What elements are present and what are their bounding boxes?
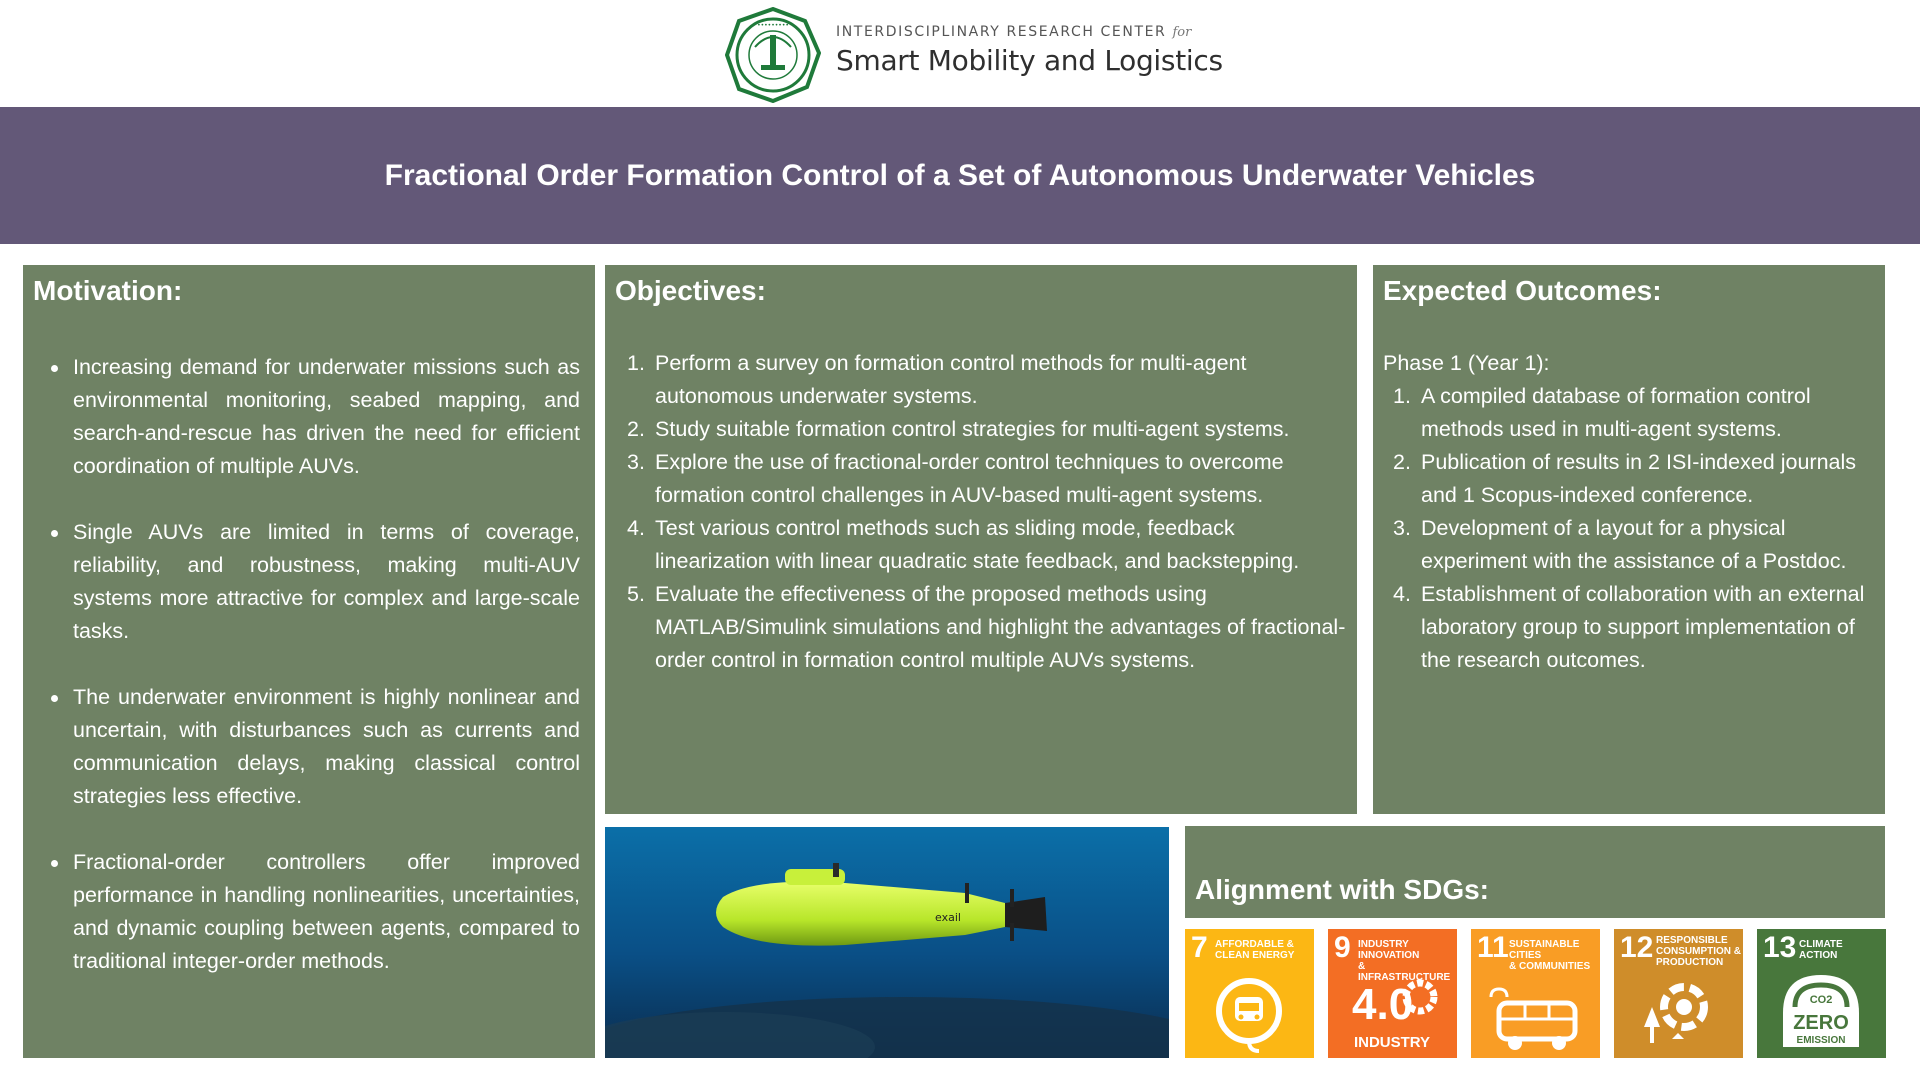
sdg-panel	[1185, 826, 1885, 918]
plug-energy-icon	[1199, 967, 1299, 1055]
motivation-item: Single AUVs are limited in terms of coverage, reliability, and robustness, making multi-AUV systems more attractive for complex and large-scale tasks.	[45, 516, 580, 648]
motivation-heading: Motivation:	[33, 275, 183, 306]
sdg-number: 13	[1763, 931, 1797, 964]
sdg-label: SUSTAINABLE CITIES & COMMUNITIES	[1509, 939, 1591, 972]
sdg-label: AFFORDABLE & CLEAN ENERGY	[1215, 939, 1295, 961]
recycle-production-icon	[1628, 967, 1728, 1055]
motivation-panel	[23, 265, 595, 1058]
co2-text: CO2	[1809, 994, 1833, 1006]
objectives-heading: Objectives:	[615, 275, 766, 306]
sdg-13-tile	[1757, 929, 1886, 1058]
outcomes-panel	[1373, 265, 1885, 814]
sdg-9-tile	[1328, 929, 1457, 1058]
industry-4-0-icon	[1342, 967, 1442, 1055]
sdg-number: 7	[1191, 931, 1208, 964]
sdg-label: RESPONSIBLE CONSUMPTION & PRODUCTION	[1656, 935, 1741, 968]
svg-text:•••••••••: •••••••••	[757, 22, 789, 29]
outcome-item: 4. Establishment of collaboration with an external laboratory group to support implementation of the research outcomes.	[1393, 582, 1865, 672]
title-banner	[0, 107, 1920, 244]
sdg-11-tile	[1471, 929, 1600, 1058]
outcomes-heading: Expected Outcomes:	[1383, 275, 1662, 306]
sdg-label: CLIMATE ACTION	[1799, 939, 1843, 961]
objectives-list	[627, 347, 1347, 677]
phase-label: Phase 1 (Year 1):	[1383, 351, 1550, 375]
sdg-heading: Alignment with SDGs:	[1195, 874, 1489, 905]
motivation-item: Fractional-order controllers offer improved performance in handling nonlinearities, uncertainties, and dynamic coupling between agents, compared to traditional integer-order methods.	[45, 846, 580, 978]
objective-item: 3. Explore the use of fractional-order control techniques to overcome formation control challenges in AUV-based multi-agent systems.	[627, 450, 1284, 507]
university-seal-icon	[725, 7, 821, 103]
outcome-item: 2. Publication of results in 2 ISI-indexed journals and 1 Scopus-indexed conference.	[1393, 450, 1857, 507]
page-title: Fractional Order Formation Control of a Set of Autonomous Underwater Vehicles	[384, 158, 1536, 192]
sdg-number: 11	[1477, 931, 1509, 964]
sdg-12-tile	[1614, 929, 1743, 1058]
objective-item: 4. Test various control methods such as sliding mode, feedback linearization with linear quadratic state feedback, and backstepping.	[627, 516, 1300, 573]
sdg-label: INDUSTRY INNOVATION & INFRASTRUCTURE	[1358, 939, 1451, 983]
outcomes-list	[1393, 380, 1883, 677]
vehicle-brand-text: exail	[935, 911, 961, 924]
objective-item: 5. Evaluate the effectiveness of the proposed methods using MATLAB/Simulink simulations and highlight the advantages of fractional-order control in formation control multiple AUVs systems.	[627, 582, 1346, 672]
smart-bus-icon	[1485, 967, 1585, 1055]
zero-text: ZERO	[1793, 1012, 1849, 1034]
industry-icon-caption: INDUSTRY	[1353, 1034, 1431, 1051]
motivation-list	[45, 351, 580, 1011]
objective-item: 2. Study suitable formation control strategies for multi-agent systems.	[627, 417, 1290, 441]
outcome-item: 3. Development of a layout for a physical experiment with the assistance of a Postdoc.	[1393, 516, 1847, 573]
org-line1: INTERDISCIPLINARY RESEARCH CENTER for	[836, 24, 1192, 40]
objectives-panel	[605, 265, 1357, 814]
sdg-number: 12	[1620, 931, 1654, 964]
sdg-7-tile	[1185, 929, 1314, 1058]
motivation-item: The underwater environment is highly nonlinear and uncertain, with disturbances such as currents and communication delays, making classical control strategies less effective.	[45, 681, 580, 813]
auv-underwater-photo	[605, 827, 1169, 1058]
sdg-number: 9	[1334, 931, 1351, 964]
org-name: Smart Mobility and Logistics	[836, 44, 1223, 77]
motivation-item: Increasing demand for underwater missions such as environmental monitoring, seabed mapping, and search-and-rescue has driven the need for efficient coordination of multiple AUVs.	[45, 351, 580, 483]
industry-icon-text: 4.0	[1352, 980, 1414, 1029]
zero-emission-icon	[1771, 967, 1871, 1055]
outcome-item: 1. A compiled database of formation control methods used in multi-agent systems.	[1393, 384, 1811, 441]
objective-item: 1. Perform a survey on formation control methods for multi-agent autonomous underwater systems.	[627, 351, 1247, 408]
emission-text: EMISSION	[1796, 1035, 1846, 1046]
